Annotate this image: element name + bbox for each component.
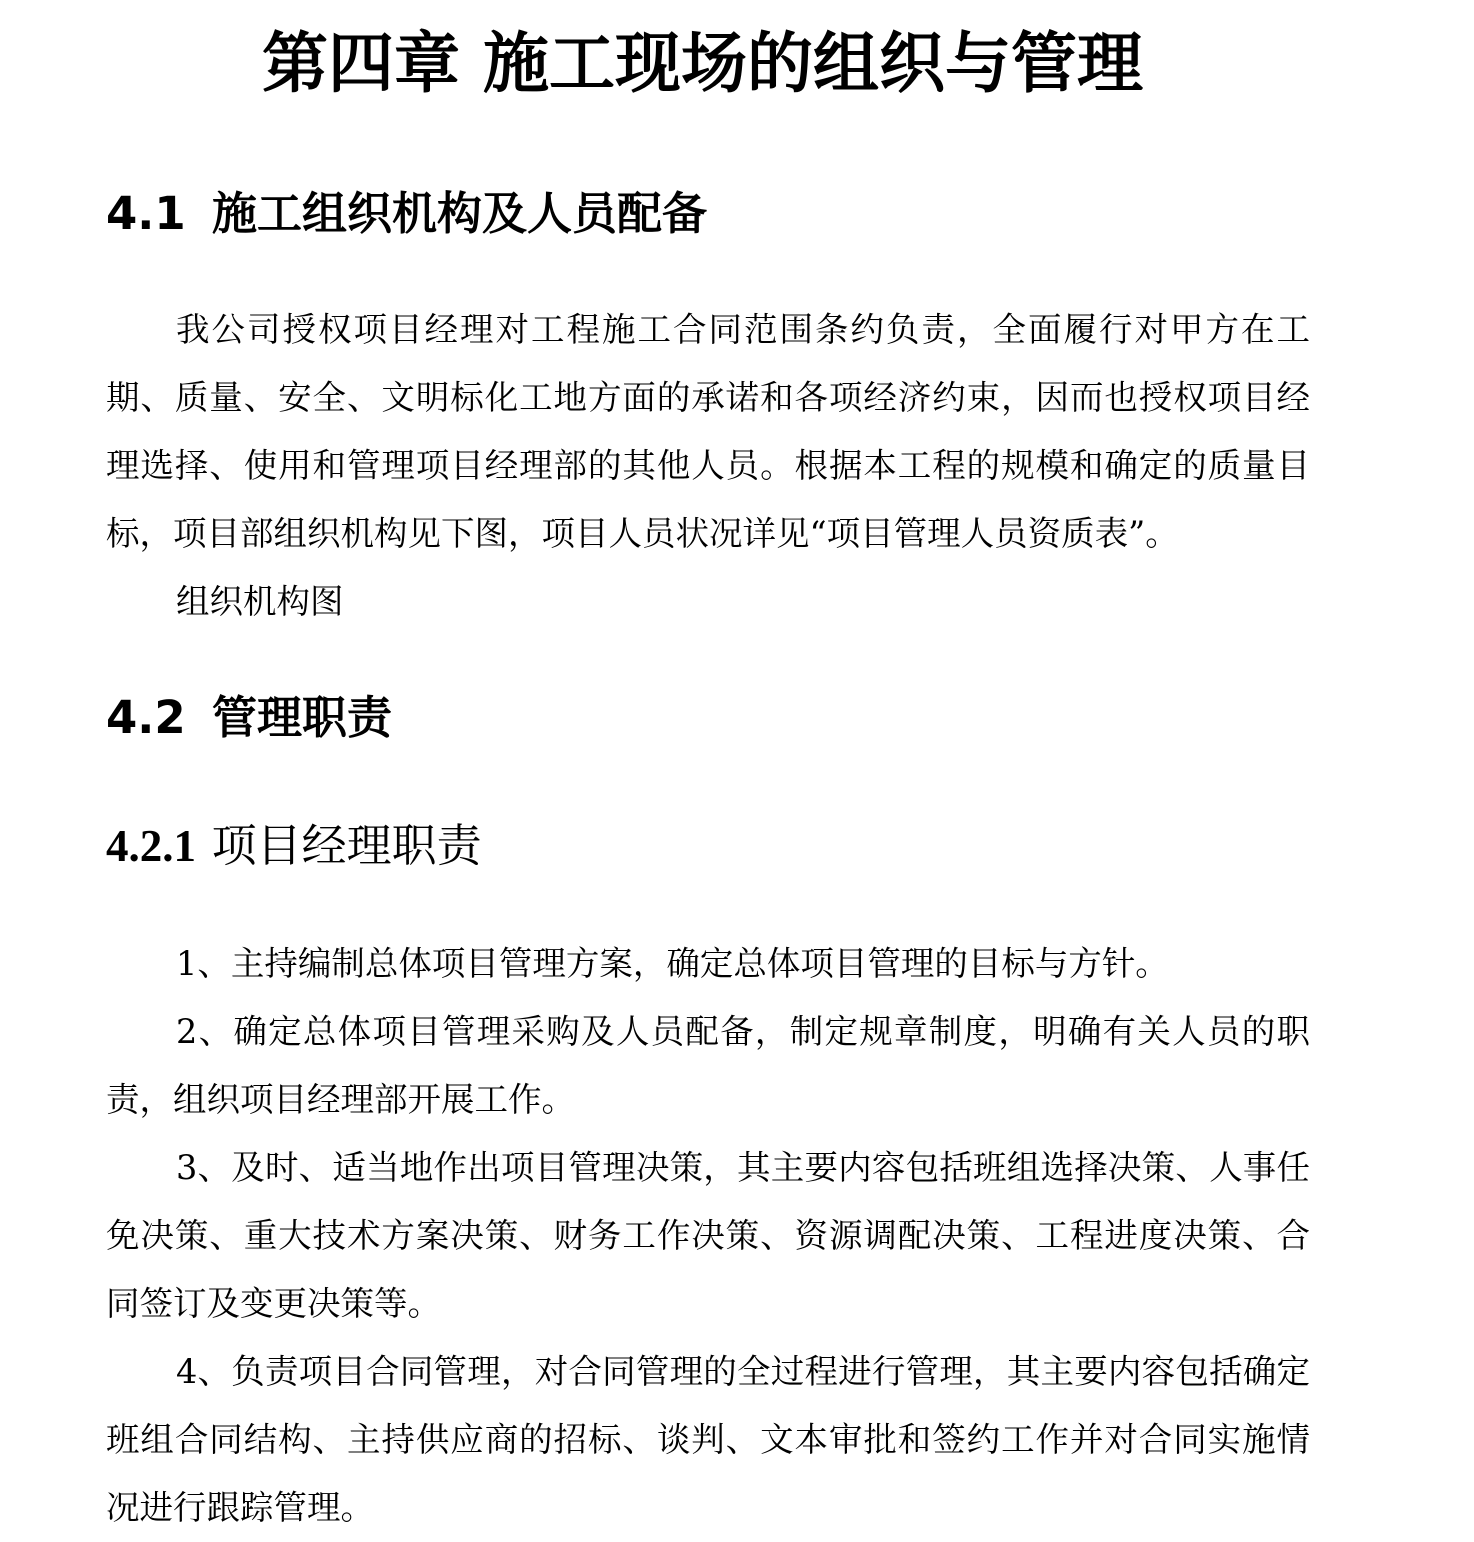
list-item: 4、负责项目合同管理，对合同管理的全过程进行管理，其主要内容包括确定班组合同结构、主持供应商的招标、谈判、文本审批和签约工作并对合同实施情况进行跟踪管理。 [106,1352,1310,1527]
section-heading-4-1 [106,186,707,242]
section-title: 施工组织机构及人员配备 [212,187,708,240]
list-item: 3、及时、适当地作出项目管理决策，其主要内容包括班组选择决策、人事任免决策、重大技术方案决策、财务工作决策、资源调配决策、工程进度决策、合同签订及变更决策等。 [106,1148,1310,1323]
section-number: 4.1 [106,187,186,240]
body-paragraph: 我公司授权项目经理对工程施工合同范围条约负责，全面履行对甲方在工期、质量、安全、文明标化工地方面的承诺和各项经济约束，因而也授权项目经理选择、使用和管理项目经理部的其他人员。根据本工程的规模和确定的质量目标，项目部组织机构见下图，项目人员状况详见“项目管理人员资质表”。 [106,310,1310,553]
section-number: 4.2 [106,691,186,744]
list-item: 2、确定总体项目管理采购及人员配备，制定规章制度，明确有关人员的职责，组织项目经理部开展工作。 [106,1012,1310,1119]
section-title: 管理职责 [212,691,393,744]
chapter-title: 第四章 施工现场的组织与管理 [262,25,1143,102]
subsection-title: 项目经理职责 [211,819,482,872]
subsection-heading-4-2-1 [106,816,482,876]
subsection-number: 4.2.1 [106,821,196,871]
figure-caption: 组织机构图 [176,582,344,621]
section-heading-4-2 [106,690,392,746]
list-item: 1、主持编制总体项目管理方案，确定总体项目管理的目标与方针。 [176,944,1169,983]
